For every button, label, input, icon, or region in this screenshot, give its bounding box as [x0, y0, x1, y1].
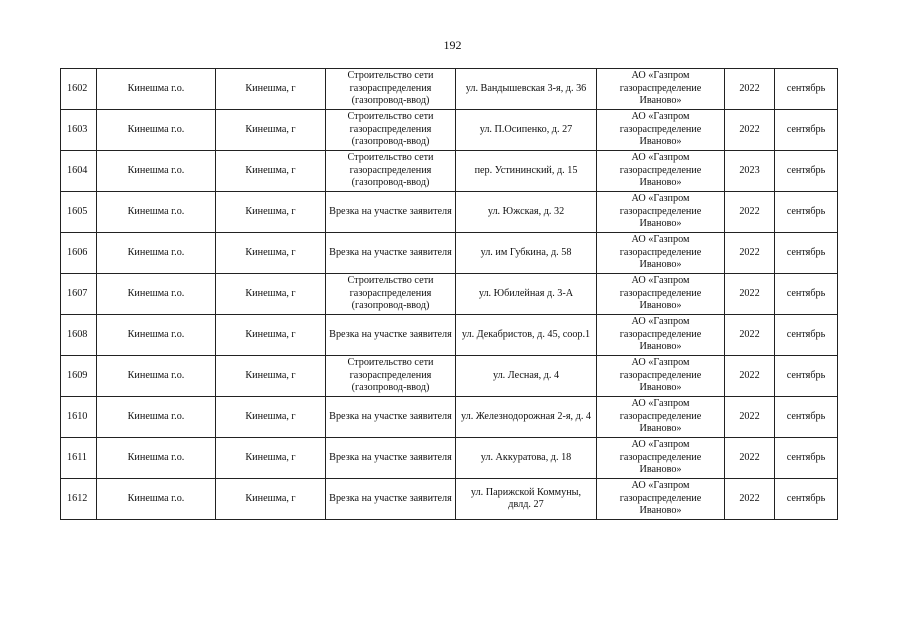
district-cell: Кинешма г.о. — [97, 110, 216, 151]
table-row — [61, 274, 838, 315]
address-cell: ул. Юбилейная д. 3-А — [456, 274, 597, 315]
work-type-cell: Строительство сети газораспределения (газопровод-ввод) — [326, 151, 456, 192]
month-cell: сентябрь — [775, 69, 838, 110]
row-number-cell: 1610 — [61, 397, 97, 438]
city-cell: Кинешма, г — [216, 151, 326, 192]
address-cell: ул. Железнодорожная 2-я, д. 4 — [456, 397, 597, 438]
address-cell: ул. П.Осипенко, д. 27 — [456, 110, 597, 151]
month-cell: сентябрь — [775, 315, 838, 356]
table-row — [61, 69, 838, 110]
address-cell: ул. Вандышевская 3-я, д. 36 — [456, 69, 597, 110]
address-cell: ул. Парижской Коммуны, двлд. 27 — [456, 479, 597, 520]
row-number-cell: 1612 — [61, 479, 97, 520]
organization-cell: АО «Газпром газораспределение Иваново» — [597, 151, 725, 192]
year-cell: 2022 — [725, 110, 775, 151]
row-number-cell: 1609 — [61, 356, 97, 397]
table-row — [61, 233, 838, 274]
address-cell: пер. Устининский, д. 15 — [456, 151, 597, 192]
organization-cell: АО «Газпром газораспределение Иваново» — [597, 438, 725, 479]
district-cell: Кинешма г.о. — [97, 69, 216, 110]
month-cell: сентябрь — [775, 233, 838, 274]
month-cell: сентябрь — [775, 110, 838, 151]
city-cell: Кинешма, г — [216, 397, 326, 438]
year-cell: 2022 — [725, 479, 775, 520]
year-cell: 2022 — [725, 274, 775, 315]
district-cell: Кинешма г.о. — [97, 397, 216, 438]
organization-cell: АО «Газпром газораспределение Иваново» — [597, 110, 725, 151]
month-cell: сентябрь — [775, 438, 838, 479]
address-cell: ул. им Губкина, д. 58 — [456, 233, 597, 274]
address-cell: ул. Лесная, д. 4 — [456, 356, 597, 397]
organization-cell: АО «Газпром газораспределение Иваново» — [597, 315, 725, 356]
work-type-cell: Строительство сети газораспределения (газопровод-ввод) — [326, 69, 456, 110]
organization-cell: АО «Газпром газораспределение Иваново» — [597, 397, 725, 438]
table-row — [61, 192, 838, 233]
year-cell: 2022 — [725, 397, 775, 438]
district-cell: Кинешма г.о. — [97, 151, 216, 192]
work-type-cell: Врезка на участке заявителя — [326, 479, 456, 520]
row-number-cell: 1607 — [61, 274, 97, 315]
page-number: 192 — [443, 38, 462, 52]
year-cell: 2022 — [725, 356, 775, 397]
organization-cell: АО «Газпром газораспределение Иваново» — [597, 356, 725, 397]
work-type-cell: Строительство сети газораспределения (газопровод-ввод) — [326, 110, 456, 151]
month-cell: сентябрь — [775, 192, 838, 233]
row-number-cell: 1605 — [61, 192, 97, 233]
city-cell: Кинешма, г — [216, 233, 326, 274]
city-cell: Кинешма, г — [216, 479, 326, 520]
city-cell: Кинешма, г — [216, 274, 326, 315]
district-cell: Кинешма г.о. — [97, 233, 216, 274]
year-cell: 2022 — [725, 192, 775, 233]
table-row — [61, 479, 838, 520]
work-type-cell: Врезка на участке заявителя — [326, 192, 456, 233]
organization-cell: АО «Газпром газораспределение Иваново» — [597, 274, 725, 315]
year-cell: 2022 — [725, 69, 775, 110]
work-type-cell: Врезка на участке заявителя — [326, 233, 456, 274]
work-type-cell: Строительство сети газораспределения (газопровод-ввод) — [326, 356, 456, 397]
district-cell: Кинешма г.о. — [97, 479, 216, 520]
city-cell: Кинешма, г — [216, 438, 326, 479]
row-number-cell: 1606 — [61, 233, 97, 274]
row-number-cell: 1602 — [61, 69, 97, 110]
table-row — [61, 397, 838, 438]
work-type-cell: Врезка на участке заявителя — [326, 315, 456, 356]
district-cell: Кинешма г.о. — [97, 315, 216, 356]
year-cell: 2022 — [725, 315, 775, 356]
district-cell: Кинешма г.о. — [97, 192, 216, 233]
organization-cell: АО «Газпром газораспределение Иваново» — [597, 69, 725, 110]
gasification-schedule-table — [60, 68, 838, 520]
table-body — [61, 69, 838, 520]
address-cell: ул. Аккуратова, д. 18 — [456, 438, 597, 479]
row-number-cell: 1603 — [61, 110, 97, 151]
table-row — [61, 151, 838, 192]
city-cell: Кинешма, г — [216, 356, 326, 397]
work-type-cell: Строительство сети газораспределения (газопровод-ввод) — [326, 274, 456, 315]
city-cell: Кинешма, г — [216, 192, 326, 233]
city-cell: Кинешма, г — [216, 69, 326, 110]
year-cell: 2022 — [725, 233, 775, 274]
district-cell: Кинешма г.о. — [97, 274, 216, 315]
month-cell: сентябрь — [775, 274, 838, 315]
table-row — [61, 315, 838, 356]
table-row — [61, 110, 838, 151]
row-number-cell: 1608 — [61, 315, 97, 356]
work-type-cell: Врезка на участке заявителя — [326, 397, 456, 438]
city-cell: Кинешма, г — [216, 110, 326, 151]
table-row — [61, 438, 838, 479]
address-cell: ул. Южская, д. 32 — [456, 192, 597, 233]
organization-cell: АО «Газпром газораспределение Иваново» — [597, 233, 725, 274]
row-number-cell: 1611 — [61, 438, 97, 479]
table-row — [61, 356, 838, 397]
year-cell: 2022 — [725, 438, 775, 479]
district-cell: Кинешма г.о. — [97, 356, 216, 397]
month-cell: сентябрь — [775, 397, 838, 438]
month-cell: сентябрь — [775, 151, 838, 192]
district-cell: Кинешма г.о. — [97, 438, 216, 479]
organization-cell: АО «Газпром газораспределение Иваново» — [597, 192, 725, 233]
organization-cell: АО «Газпром газораспределение Иваново» — [597, 479, 725, 520]
row-number-cell: 1604 — [61, 151, 97, 192]
work-type-cell: Врезка на участке заявителя — [326, 438, 456, 479]
year-cell: 2023 — [725, 151, 775, 192]
month-cell: сентябрь — [775, 356, 838, 397]
address-cell: ул. Декабристов, д. 45, соор.1 — [456, 315, 597, 356]
month-cell: сентябрь — [775, 479, 838, 520]
city-cell: Кинешма, г — [216, 315, 326, 356]
